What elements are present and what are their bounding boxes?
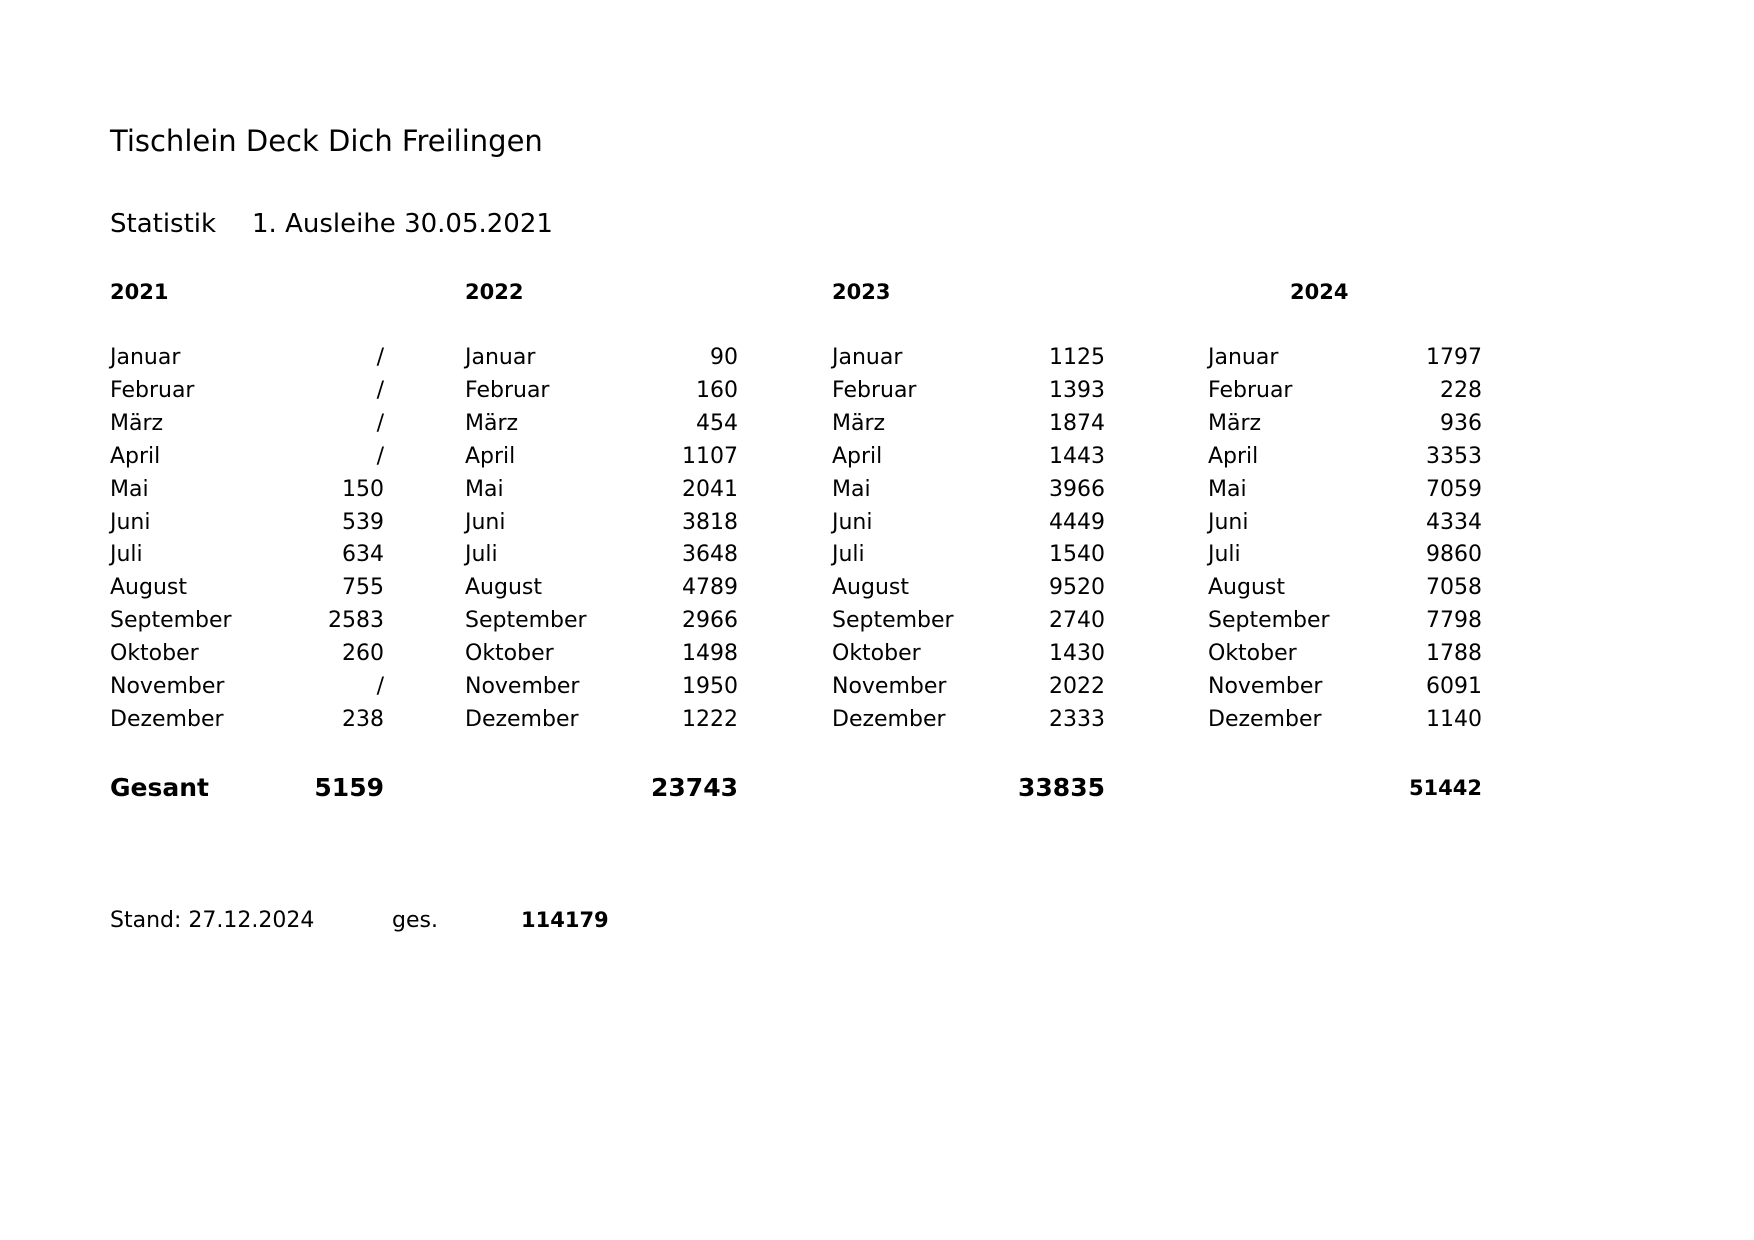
month-label: September: [110, 608, 232, 634]
month-label: September: [832, 608, 954, 634]
subtitle-value: 1. Ausleihe 30.05.2021: [252, 209, 553, 239]
month-label: August: [465, 575, 542, 601]
month-value: 228: [1440, 377, 1482, 403]
month-label: August: [110, 575, 187, 601]
month-value: 150: [342, 476, 384, 502]
month-label: November: [832, 674, 947, 699]
month-value: 6091: [1426, 674, 1482, 699]
month-value: 238: [342, 706, 384, 732]
month-label: November: [465, 674, 580, 699]
month-value: 3648: [682, 542, 738, 568]
month-value: 1797: [1426, 345, 1482, 370]
month-value: 1498: [682, 641, 738, 667]
month-label: Oktober: [465, 641, 554, 667]
year-header: 2022: [465, 280, 524, 304]
month-value: 3966: [1049, 476, 1105, 502]
month-value: 1874: [1049, 410, 1105, 436]
month-label: Oktober: [110, 641, 199, 667]
month-value: 539: [342, 509, 384, 535]
month-label: Januar: [465, 345, 536, 370]
month-label: Oktober: [1208, 641, 1297, 667]
month-value: 160: [696, 377, 738, 403]
month-value: 2740: [1049, 608, 1105, 634]
month-label: Dezember: [1208, 706, 1322, 732]
month-label: Juli: [832, 542, 865, 568]
month-value: 2041: [682, 476, 738, 502]
month-label: November: [110, 674, 225, 699]
year-header: 2023: [832, 280, 891, 304]
month-value: 3353: [1426, 443, 1482, 469]
month-value: 4334: [1426, 509, 1482, 535]
total-label: Gesant: [110, 773, 209, 802]
month-label: Januar: [110, 345, 181, 370]
month-value: /: [376, 410, 384, 436]
month-value: 2966: [682, 608, 738, 634]
month-value: 2333: [1049, 706, 1105, 732]
month-value: 1950: [682, 674, 738, 699]
month-label: Juli: [110, 542, 143, 568]
month-label: Juni: [832, 509, 873, 535]
month-value: 1443: [1049, 443, 1105, 469]
year-header: 2024: [1290, 280, 1349, 304]
month-label: Februar: [465, 377, 550, 403]
month-value: 936: [1440, 410, 1482, 436]
month-label: Januar: [1208, 345, 1279, 370]
month-value: 4789: [682, 575, 738, 601]
footer-ges-value: 114179: [521, 908, 609, 932]
month-label: August: [1208, 575, 1285, 601]
month-label: Mai: [1208, 476, 1247, 502]
month-label: März: [465, 410, 519, 436]
month-value: 7058: [1426, 575, 1482, 601]
month-label: Juli: [1208, 542, 1241, 568]
month-value: 2583: [328, 608, 384, 634]
month-value: 1540: [1049, 542, 1105, 568]
month-label: Mai: [110, 476, 149, 502]
month-label: Juni: [1208, 509, 1249, 535]
month-label: März: [1208, 410, 1262, 436]
month-label: November: [1208, 674, 1323, 699]
month-value: 1393: [1049, 377, 1105, 403]
month-value: 1125: [1049, 345, 1105, 370]
month-label: Dezember: [110, 706, 224, 732]
month-label: Mai: [465, 476, 504, 502]
month-label: Januar: [832, 345, 903, 370]
month-value: 454: [696, 410, 738, 436]
year-total: 5159: [314, 773, 384, 802]
month-value: 2022: [1049, 674, 1105, 699]
month-label: April: [832, 443, 883, 469]
month-value: 4449: [1049, 509, 1105, 535]
month-label: Februar: [1208, 377, 1293, 403]
year-total: 33835: [1018, 773, 1105, 802]
month-label: Juli: [465, 542, 498, 568]
month-label: Oktober: [832, 641, 921, 667]
month-label: Februar: [110, 377, 195, 403]
month-value: 90: [710, 345, 738, 370]
month-value: 1222: [682, 706, 738, 732]
month-label: Mai: [832, 476, 871, 502]
month-value: 1788: [1426, 641, 1482, 667]
month-label: März: [832, 410, 886, 436]
page-title: Tischlein Deck Dich Freilingen: [110, 124, 543, 158]
month-value: 1430: [1049, 641, 1105, 667]
month-value: 755: [342, 575, 384, 601]
month-value: 1140: [1426, 706, 1482, 732]
footer-ges-label: ges.: [392, 908, 438, 933]
month-label: Dezember: [465, 706, 579, 732]
month-value: /: [376, 377, 384, 403]
month-value: 634: [342, 542, 384, 568]
month-label: September: [465, 608, 587, 634]
month-label: Juni: [110, 509, 151, 535]
year-header: 2021: [110, 280, 169, 304]
month-label: April: [1208, 443, 1259, 469]
month-label: Juni: [465, 509, 506, 535]
month-label: September: [1208, 608, 1330, 634]
month-value: 9520: [1049, 575, 1105, 601]
month-value: /: [376, 674, 384, 699]
month-value: /: [376, 443, 384, 469]
month-label: August: [832, 575, 909, 601]
year-total: 51442: [1408, 776, 1482, 800]
month-value: 260: [342, 641, 384, 667]
month-value: /: [376, 345, 384, 370]
year-total: 23743: [651, 773, 738, 802]
month-label: Dezember: [832, 706, 946, 732]
month-label: Februar: [832, 377, 917, 403]
footer-stand: Stand: 27.12.2024: [110, 908, 315, 933]
subtitle-label: Statistik: [110, 209, 217, 239]
month-value: 3818: [682, 509, 738, 535]
month-label: April: [465, 443, 516, 469]
month-value: 7059: [1426, 476, 1482, 502]
month-value: 1107: [682, 443, 738, 469]
month-label: März: [110, 410, 164, 436]
month-value: 7798: [1426, 608, 1482, 634]
month-value: 9860: [1426, 542, 1482, 568]
month-label: April: [110, 443, 161, 469]
